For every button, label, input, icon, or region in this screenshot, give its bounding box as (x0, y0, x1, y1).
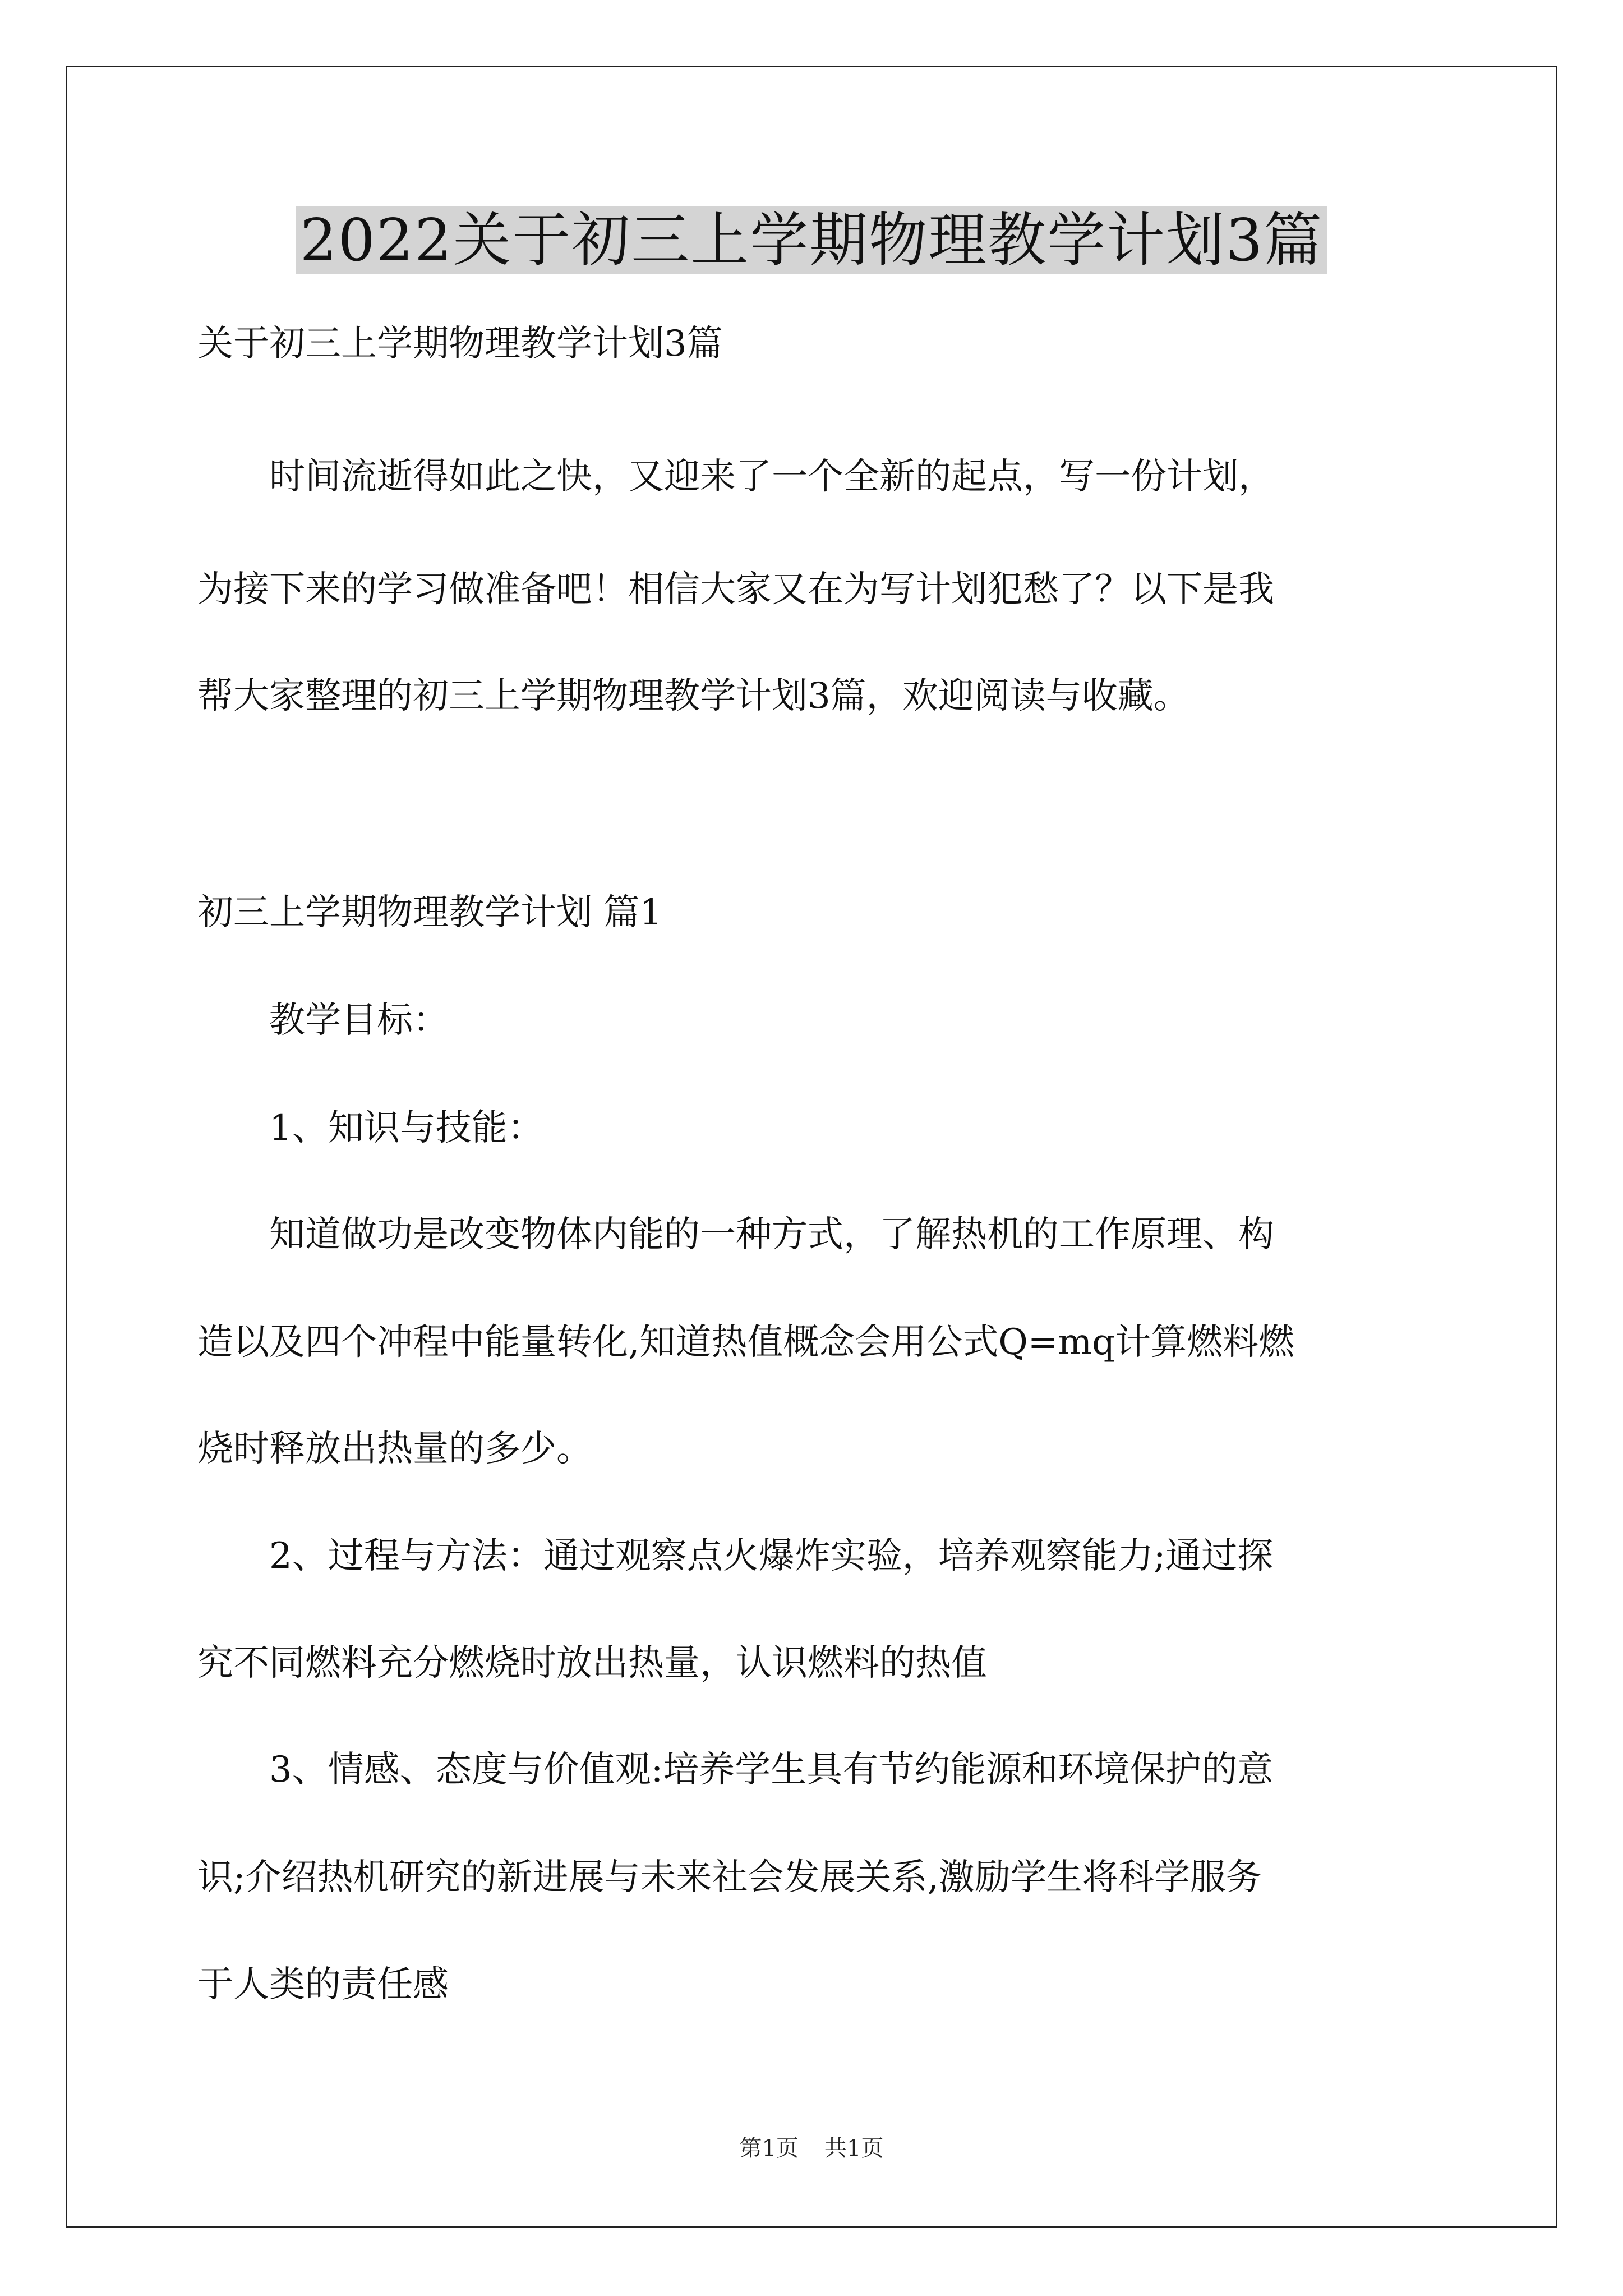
document-title-text: 2022关于初三上学期物理教学计划3篇 (296, 206, 1328, 274)
body-line: 造以及四个冲程中能量转化,知道热值概念会用公式Q=mq计算燃料燃 (197, 1322, 1295, 1363)
body-line: 1、知识与技能： (197, 1107, 543, 1149)
page-number: 第1页 (739, 2136, 799, 2161)
body-line: 教学目标： (197, 1000, 449, 1041)
body-line: 识;介绍热机研究的新进展与未来社会发展关系,激励学生将科学服务 (197, 1857, 1262, 1898)
subtitle-line: 关于初三上学期物理教学计划3篇 (197, 323, 723, 365)
section-heading: 初三上学期物理教学计划 篇1 (197, 892, 663, 933)
body-line: 为接下来的学习做准备吧！相信大家又在为写计划犯愁了？以下是我 (197, 569, 1274, 610)
body-line: 究不同燃料充分燃烧时放出热量，认识燃料的热值 (197, 1642, 987, 1684)
body-line: 2、过程与方法：通过观察点火爆炸实验，培养观察能力;通过探 (197, 1535, 1274, 1577)
page-footer (0, 2132, 1623, 2165)
body-line: 时间流逝得如此之快，又迎来了一个全新的起点，写一份计划， (197, 456, 1274, 498)
body-line: 知道做功是改变物体内能的一种方式，了解热机的工作原理、构 (197, 1214, 1274, 1255)
body-line: 于人类的责任感 (197, 1964, 449, 2005)
body-line: 烧时释放出热量的多少。 (197, 1428, 592, 1470)
page-total: 共1页 (824, 2136, 884, 2161)
body-line: 3、情感、态度与价值观:培养学生具有节约能源和环境保护的意 (197, 1749, 1274, 1791)
document-title (0, 201, 1623, 279)
body-line: 帮大家整理的初三上学期物理教学计划3篇，欢迎阅读与收藏。 (197, 675, 1189, 717)
